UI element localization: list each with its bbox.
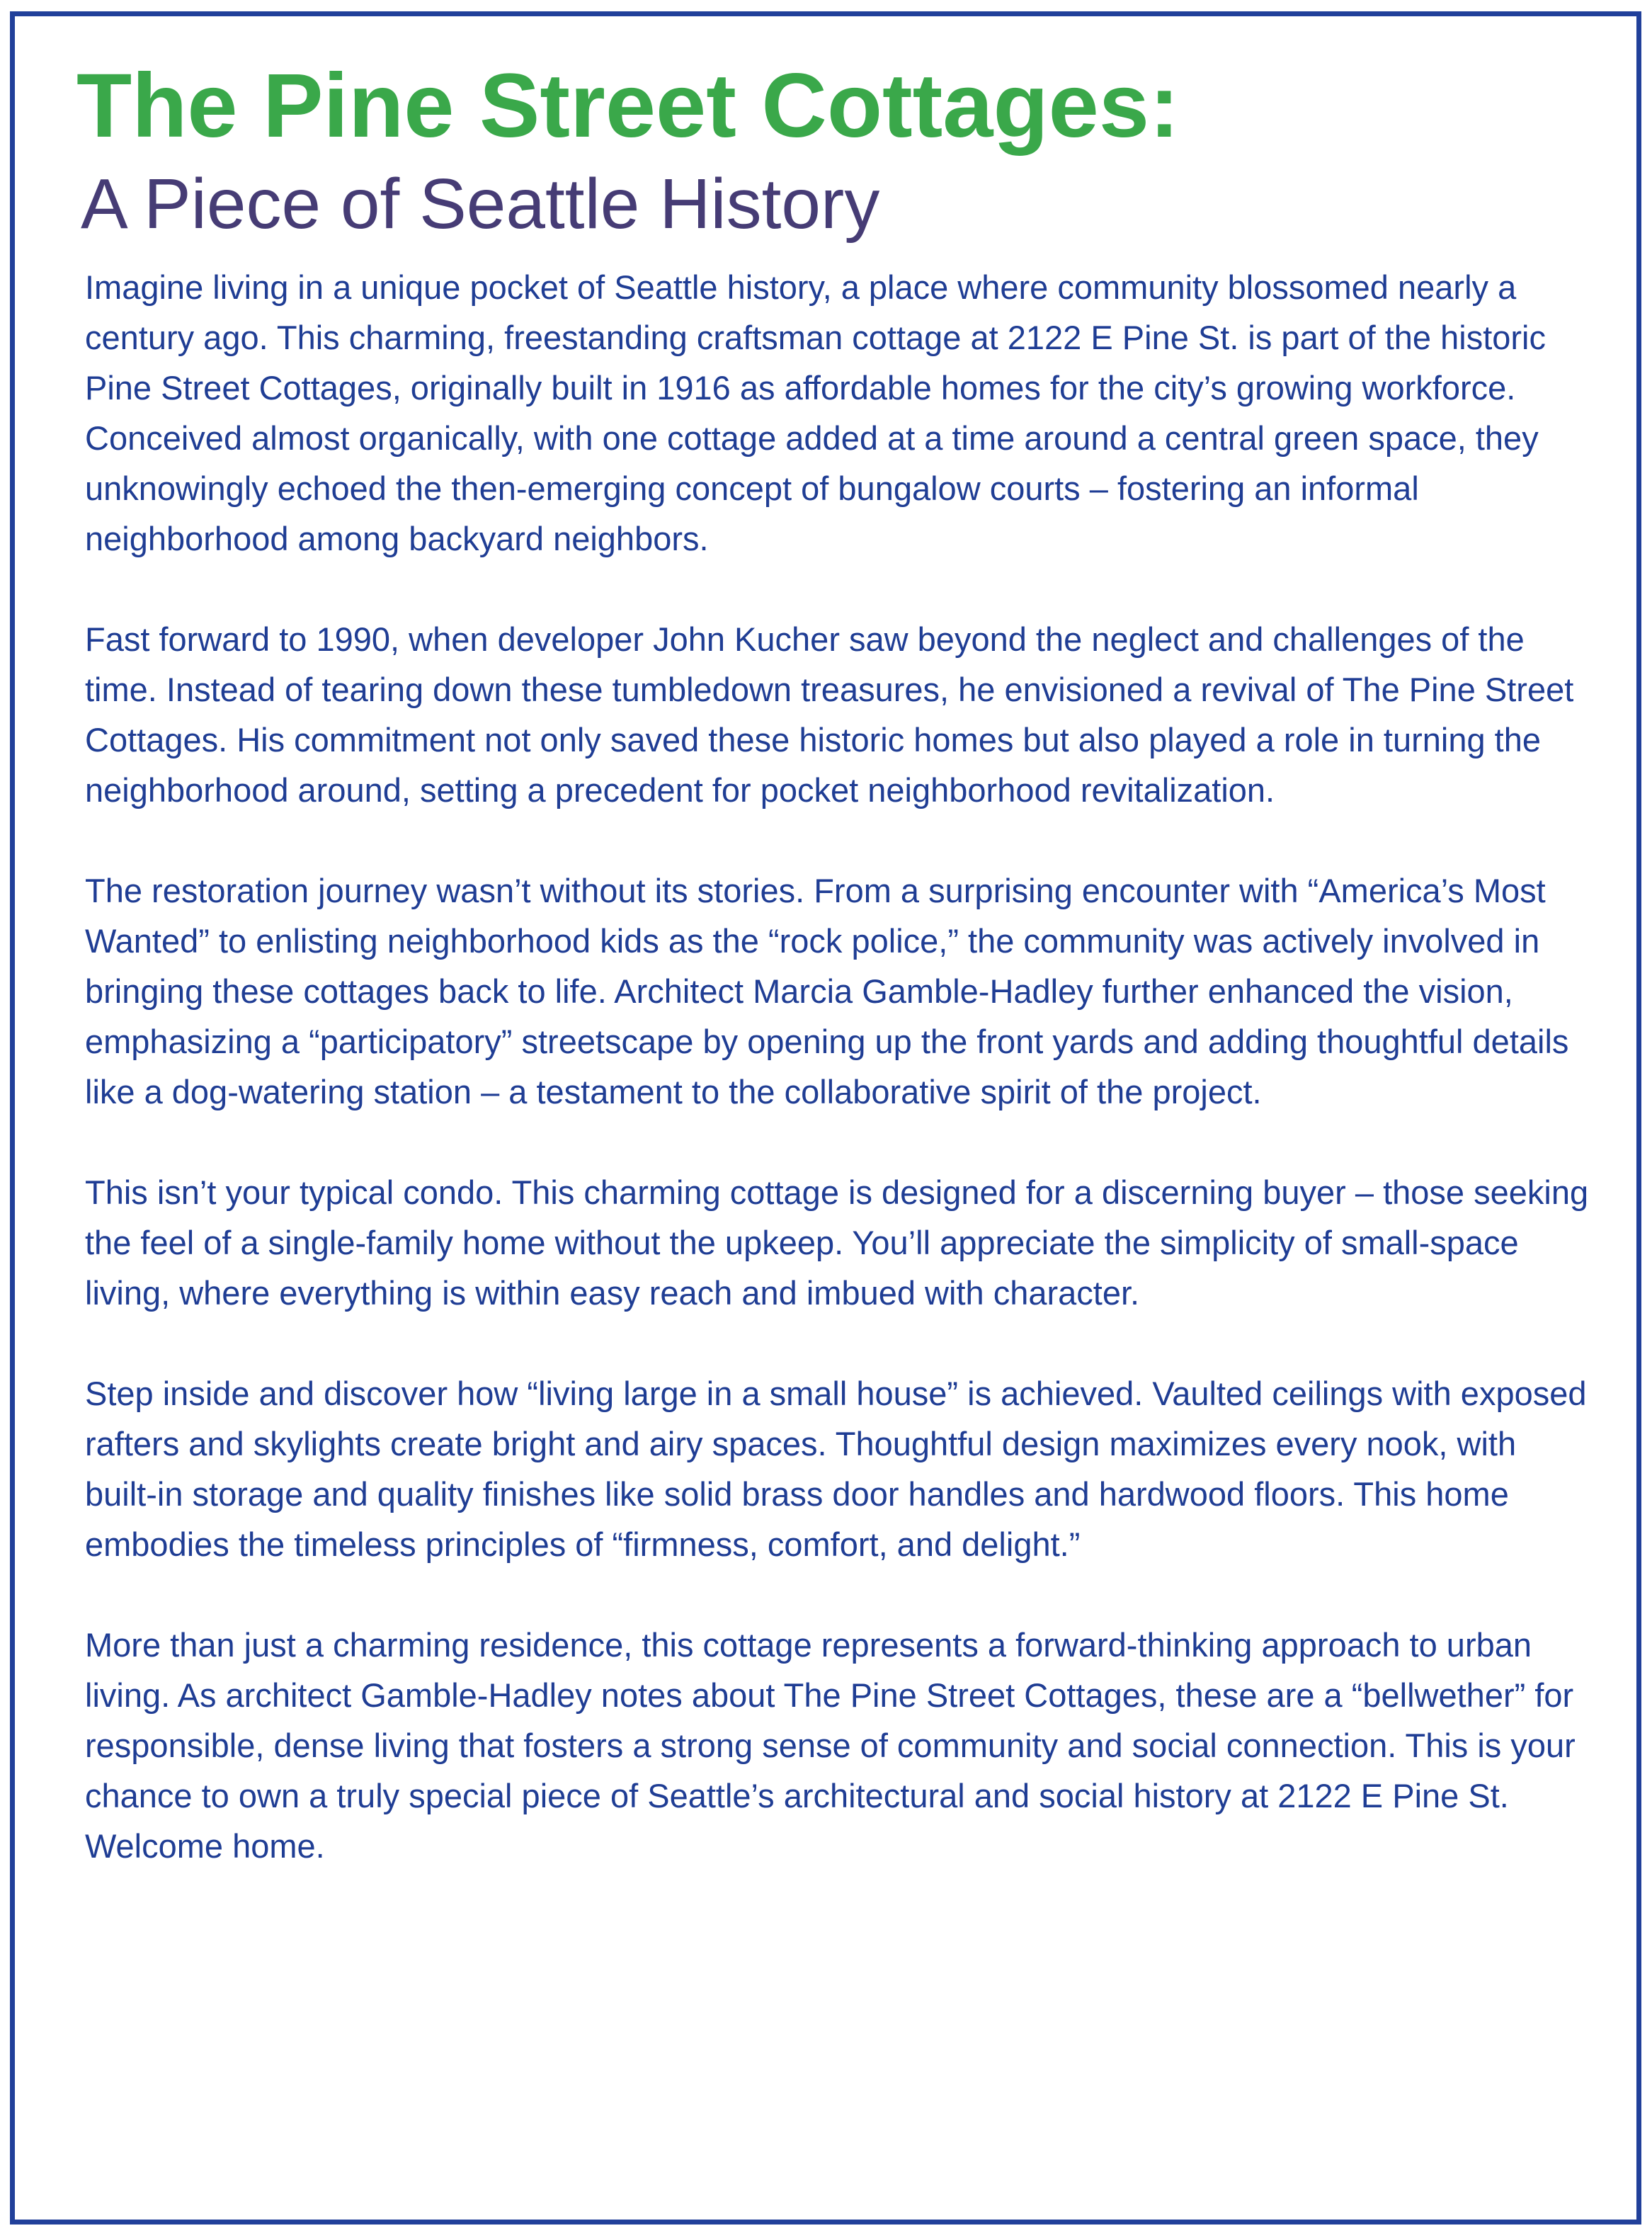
document-content: [76, 50, 1599, 1871]
paragraph-revival: Fast forward to 1990, when developer John Kucher saw beyond the neglect and challenges of the time. Instead of tearing down these tumbledown treasures, he envisioned a revival of The Pine Street Cottages. His commitment not only saved these historic homes but also played a role in turning the neighborhood around, setting a precedent for pocket neighborhood revitalization.: [85, 620, 1574, 809]
paragraph-history: Imagine living in a unique pocket of Seattle history, a place where community blossomed nearly a century ago. This charming, freestanding craftsman cottage at 2122 E Pine St. is part of the historic Pine Street Cottages, originally built in 1916 as affordable homes for the city’s growing workforce. Conceived almost organically, with one cottage added at a time around a central green space, they unknowingly echoed the then-emerging concept of bungalow courts – fostering an informal neighborhood among backyard neighbors.: [85, 268, 1546, 557]
paragraph-interior: Step inside and discover how “living large in a small house” is achieved. Vaulted ceilings with exposed rafters and skylights create bright and airy spaces. Thoughtful design maximizes every nook, with built-in storage and quality finishes like solid brass door handles and hardwood floors. This home embodies the timeless principles of “firmness, comfort, and delight.”: [85, 1375, 1587, 1563]
paragraph-buyer: This isn’t your typical condo. This charming cottage is designed for a discerning buyer – those seeking the feel of a single-family home without the upkeep. You’ll appreciate the simplicity of small-space living, where everything is within easy reach and imbued with character.: [85, 1174, 1589, 1312]
page-subtitle: A Piece of Seattle History: [81, 164, 880, 244]
paragraph-closing: More than just a charming residence, this cottage represents a forward-thinking approach to urban living. As architect Gamble-Hadley notes about The Pine Street Cottages, these are a “bellwether” for responsible, dense living that fosters a strong sense of community and social connection. This is your chance to own a truly special piece of Seattle’s architectural and social history at 2122 E Pine St. Welcome home.: [85, 1626, 1576, 1865]
page-title: The Pine Street Cottages:: [76, 55, 1180, 157]
paragraph-restoration: The restoration journey wasn’t without its stories. From a surprising encounter with “America’s Most Wanted” to enlisting neighborhood kids as the “rock police,” the community was actively involved in bringing these cottages back to life. Architect Marcia Gamble-Hadley further enhanced the vision, emphasizing a “participatory” streetscape by opening up the front yards and adding thoughtful details like a dog-watering station – a testament to the collaborative spirit of the project.: [85, 872, 1569, 1110]
